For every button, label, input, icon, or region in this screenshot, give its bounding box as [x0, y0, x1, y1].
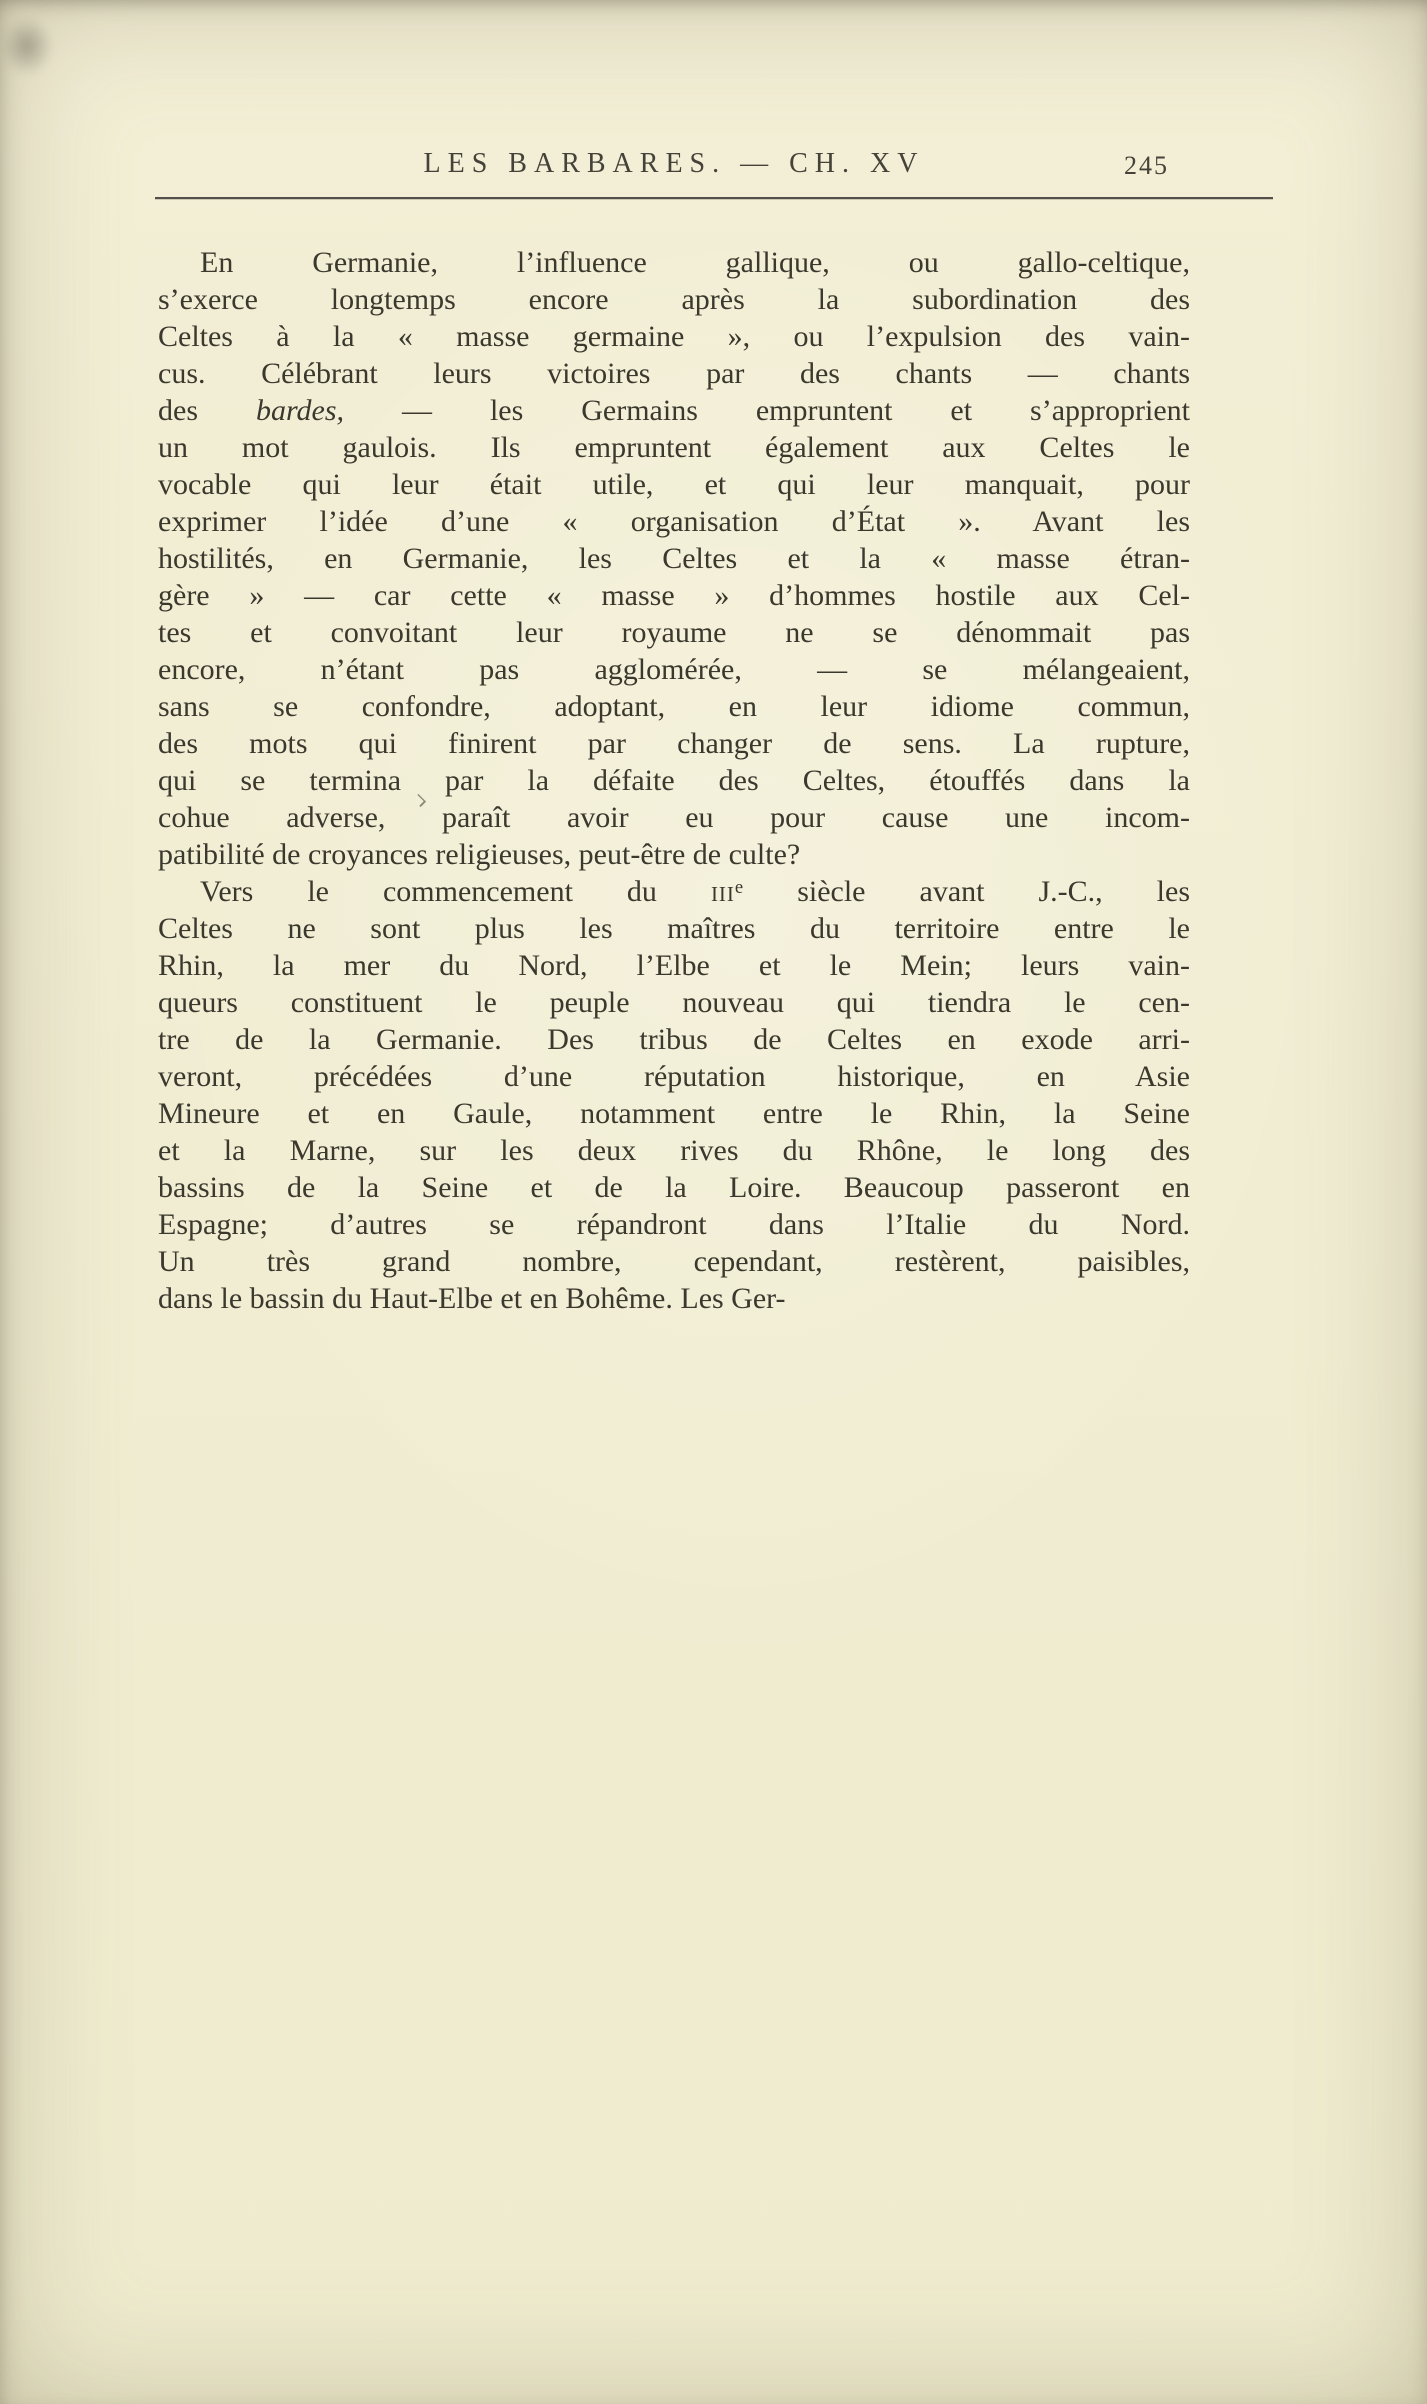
text-run: un mot gaulois. Ils empruntent également aux Celtes le	[158, 431, 1190, 464]
text-line	[158, 466, 1190, 503]
text-line	[158, 762, 1190, 799]
text-run: exprimer l’idée d’une « organisation d’État ». Avant les	[158, 505, 1190, 538]
text-run: Vers le commencement du	[200, 875, 711, 908]
text-run-italic: bardes,	[255, 394, 345, 427]
text-line	[158, 540, 1190, 577]
text-line	[158, 799, 1190, 836]
scan-smudge	[0, 6, 62, 86]
text-line	[158, 1280, 1190, 1317]
text-run: siècle avant J.-C., les	[743, 875, 1190, 908]
text-run: gère » — car cette « masse » d’hommes hostile aux Cel-	[158, 579, 1190, 612]
page-header	[158, 148, 1273, 188]
text-run: encore, n’étant pas agglomérée, — se mélangeaient,	[158, 653, 1190, 686]
text-line	[158, 1206, 1190, 1243]
text-line	[158, 836, 1190, 873]
text-line	[158, 910, 1190, 947]
text-run: cohue adverse, paraît avoir eu pour cause une incom-	[158, 801, 1190, 834]
text-run-sup: e	[734, 876, 744, 898]
text-line	[158, 1132, 1190, 1169]
text-run: Mineure et en Gaule, notamment entre le Rhin, la Seine	[158, 1097, 1190, 1130]
page-number: 245	[1124, 151, 1169, 180]
text-line	[158, 873, 1190, 910]
header-rule	[155, 197, 1273, 199]
text-line	[158, 503, 1190, 540]
text-run: En Germanie, l’influence gallique, ou gallo-celtique,	[200, 246, 1190, 279]
text-run: qui se termina par la défaite des Celtes, étouffés dans la	[158, 764, 1190, 797]
text-run: Celtes ne sont plus les maîtres du territoire entre le	[158, 912, 1190, 945]
body-text	[158, 244, 1190, 1317]
text-run: Espagne; d’autres se répandront dans l’Italie du Nord.	[158, 1208, 1190, 1241]
text-line	[158, 244, 1190, 281]
text-run: patibilité de croyances religieuses, peut-être de culte?	[158, 838, 801, 871]
text-run: tre de la Germanie. Des tribus de Celtes en exode arri-	[158, 1023, 1190, 1056]
text-run: sans se confondre, adoptant, en leur idiome commun,	[158, 690, 1190, 723]
text-run: — les Germains empruntent et s’approprient	[344, 394, 1190, 427]
paragraph	[158, 244, 1190, 873]
paragraph	[158, 873, 1190, 1317]
text-run: des	[158, 394, 256, 427]
text-run: queurs constituent le peuple nouveau qui tiendra le cen-	[158, 986, 1190, 1019]
text-line	[158, 577, 1190, 614]
text-line	[158, 947, 1190, 984]
text-run: cus. Célébrant leurs victoires par des chants — chants	[158, 357, 1190, 390]
text-line	[158, 281, 1190, 318]
text-run: Celtes à la « masse germaine », ou l’expulsion des vain-	[158, 320, 1190, 353]
text-line	[158, 614, 1190, 651]
text-line	[158, 725, 1190, 762]
text-run: hostilités, en Germanie, les Celtes et la « masse étran-	[158, 542, 1190, 575]
text-run: vocable qui leur était utile, et qui leur manquait, pour	[158, 468, 1190, 501]
text-line	[158, 1243, 1190, 1280]
text-line	[158, 1058, 1190, 1095]
text-run: s’exerce longtemps encore après la subordination des	[158, 283, 1190, 316]
text-line	[158, 651, 1190, 688]
running-title: LES BARBARES. — CH. XV	[423, 148, 925, 179]
text-line	[158, 392, 1190, 429]
text-line	[158, 1021, 1190, 1058]
text-line	[158, 318, 1190, 355]
text-run: veront, précédées d’une réputation historique, en Asie	[158, 1060, 1190, 1093]
text-line	[158, 1095, 1190, 1132]
text-run: tes et convoitant leur royaume ne se dénommait pas	[158, 616, 1190, 649]
text-line	[158, 688, 1190, 725]
text-line	[158, 984, 1190, 1021]
text-run: et la Marne, sur les deux rives du Rhône, le long des	[158, 1134, 1190, 1167]
text-run: Rhin, la mer du Nord, l’Elbe et le Mein; leurs vain-	[158, 949, 1190, 982]
text-line	[158, 1169, 1190, 1206]
text-run: Un très grand nombre, cependant, restèrent, paisibles,	[158, 1245, 1190, 1278]
text-run-smallcaps: iii	[710, 875, 735, 908]
text-run: dans le bassin du Haut-Elbe et en Bohême. Les Ger-	[158, 1282, 786, 1315]
text-line	[158, 355, 1190, 392]
text-run: bassins de la Seine et de la Loire. Beaucoup passeront en	[158, 1171, 1190, 1204]
text-run: des mots qui finirent par changer de sens. La rupture,	[158, 727, 1190, 760]
text-line	[158, 429, 1190, 466]
